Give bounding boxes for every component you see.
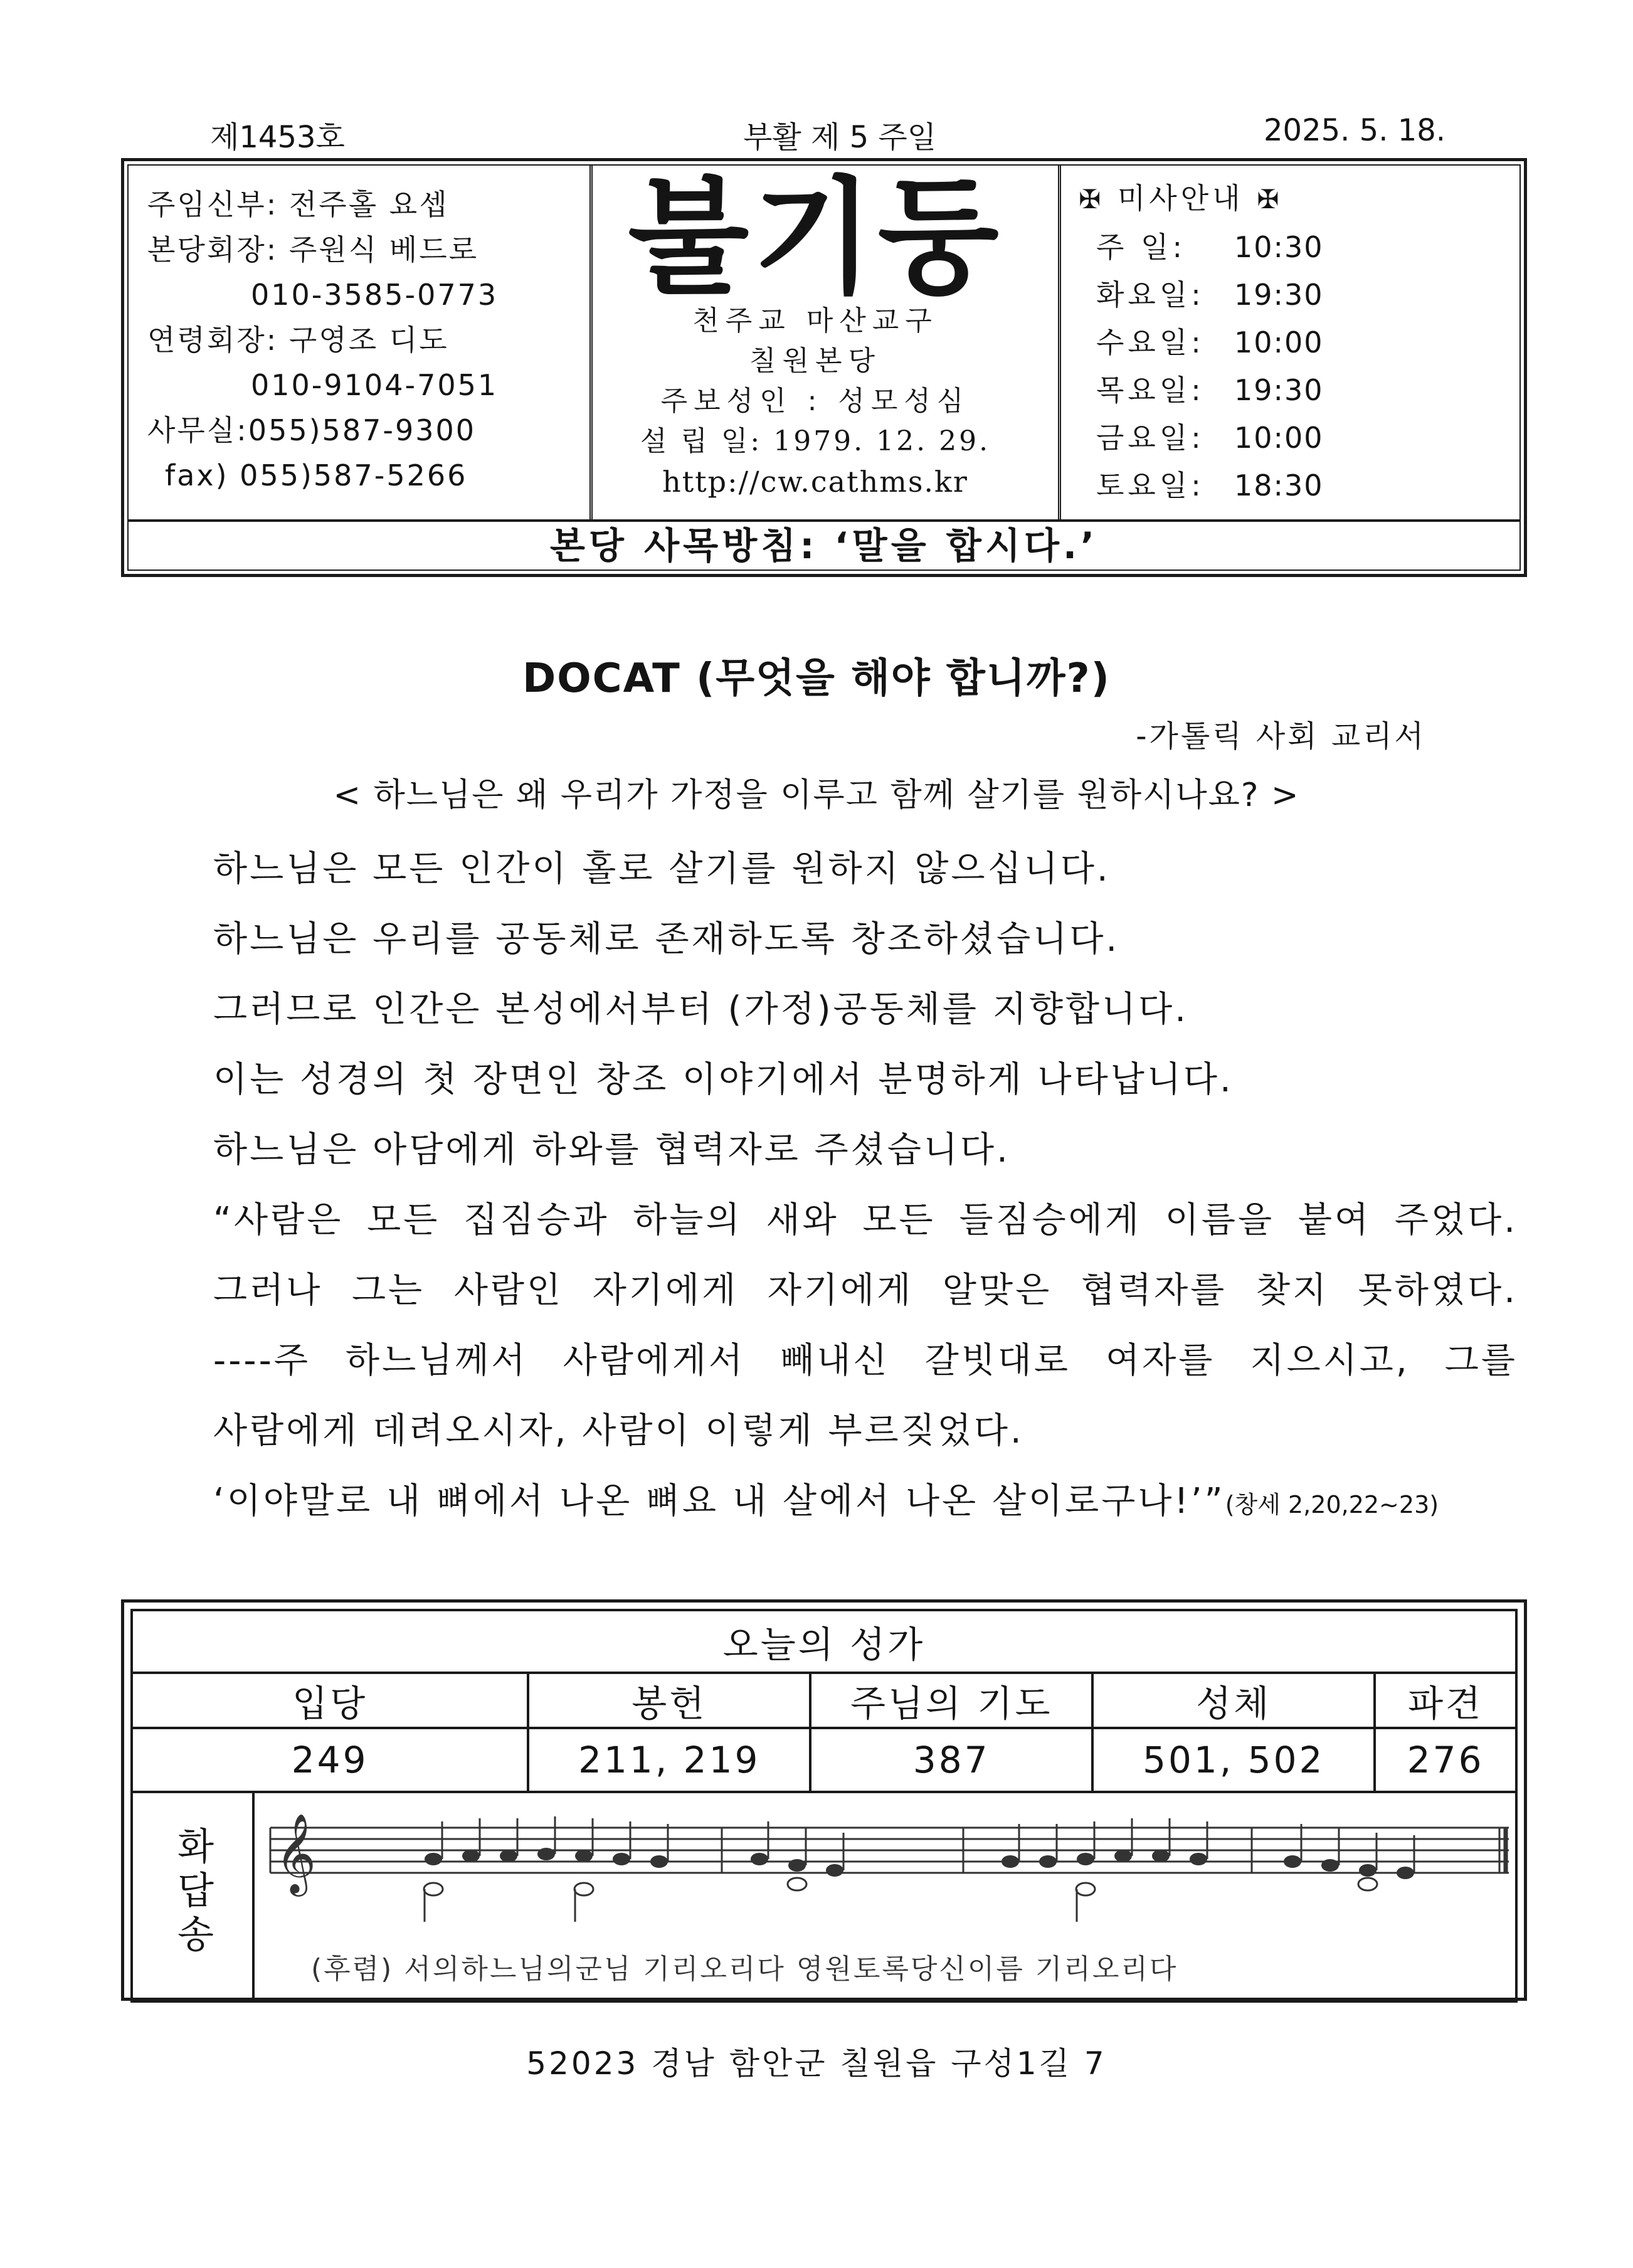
hymn-number: 249: [132, 1728, 528, 1792]
body-line: 사람에게 데려오시자, 사람이 이렇게 부르짖었다.: [213, 1411, 1024, 1451]
body-line: 그러므로 인간은 본성에서부터 (가정)공동체를 지향합니다.: [213, 989, 1189, 1030]
scripture-citation: (창세 2,20,22~23): [1225, 1491, 1439, 1518]
fax-number: fax) 055)587-5266: [165, 458, 468, 492]
pastoral-motto: 본당 사목방침: ‘말을 합시다.’: [549, 524, 1099, 567]
article-title: DOCAT (무엇을 해야 합니까?): [522, 655, 1111, 702]
hymn-number: 501, 502: [1092, 1728, 1375, 1792]
established-date: 설 립 일: 1979. 12. 29.: [640, 425, 991, 457]
diocese: 천주교 마산교구: [692, 305, 938, 337]
pastor: 주임신부: 전주홀 요셉: [147, 188, 449, 221]
hymn-number: 387: [810, 1728, 1092, 1792]
mass-row: 금요일: 10:00: [1096, 421, 1324, 455]
hymn-header: 입당: [132, 1673, 528, 1728]
article-source: -가톨릭 사회 교리서: [1136, 719, 1426, 754]
hymn-number: 276: [1375, 1728, 1516, 1792]
hymn-table-caption: 오늘의 성가: [132, 1610, 1516, 1673]
cross-icon: ✠: [1079, 184, 1105, 215]
mass-row: 목요일: 19:30: [1096, 373, 1324, 407]
parish-contacts: [147, 182, 498, 498]
body-line: 그러나 그는 사람인 자기에게 자기에게 알맞은 협력자를 찾지 못하였다.: [213, 1270, 1518, 1311]
body-line: 이는 성경의 첫 장면인 창조 이야기에서 분명하게 나타납니다.: [213, 1059, 1234, 1100]
mass-row: 주 일: 10:30: [1096, 230, 1324, 264]
hymn-header: 파견: [1375, 1673, 1516, 1728]
divider: [589, 166, 593, 521]
body-line: “사람은 모든 집짐승과 하늘의 새와 모든 들짐승에게 이름을 붙여 주었다.: [213, 1200, 1518, 1241]
psalm-label-cell: [132, 1792, 253, 2001]
article-question: < 하느님은 왜 우리가 가정을 이루고 함께 살기를 원하시나요? >: [333, 776, 1300, 814]
parish-address: 52023 경남 함안군 칠원읍 구성1길 7: [526, 2045, 1107, 2082]
body-line: ----주 하느님께서 사람에게서 빼내신 갈빗대로 여자를 지으시고, 그를: [213, 1340, 1518, 1381]
psalm-label: 화답송: [171, 1826, 214, 1958]
hymn-header: 주님의 기도: [810, 1673, 1092, 1728]
president-phone: 010-3585-0773: [251, 278, 499, 312]
body-line-last: ‘이야말로 내 뼈에서 나온 뼈요 내 살에서 나온 살이로구나!’”(창세 2,20,22~23): [213, 1481, 1439, 1522]
body-line: 하느님은 모든 인간이 홀로 살기를 원하지 않으십니다.: [213, 849, 1111, 889]
body-line: 하느님은 아담에게 하와를 협력자로 주셨습니다.: [213, 1130, 1010, 1170]
hymn-header: 성체: [1092, 1673, 1375, 1728]
article-body: [213, 834, 1518, 1540]
website-link[interactable]: http://cw.cathms.kr: [662, 465, 968, 499]
hymn-table-frame: [121, 1599, 1527, 2001]
psalm-lyrics: (후렴) 서의하느님의군님 기리오리다 영원토록당신이름 기리오리다: [311, 1953, 1178, 1985]
mass-schedule-title: ✠ 미사안내 ✠: [1079, 181, 1283, 215]
parish-president: 본당회장: 주원식 베드로: [147, 233, 479, 267]
mass-row: 화요일: 19:30: [1096, 278, 1324, 312]
hymn-table: [130, 1609, 1518, 2003]
parish-info: [596, 301, 1035, 502]
elder-chair-phone: 010-9104-7051: [251, 368, 499, 402]
hymn-header: 봉헌: [528, 1673, 810, 1728]
liturgical-week: 부활 제 5 주일: [743, 120, 937, 155]
issue-date: 2025. 5. 18.: [1264, 113, 1446, 148]
mass-row: 토요일: 18:30: [1096, 469, 1324, 502]
cross-icon: ✠: [1257, 184, 1283, 215]
body-line: 하느님은 우리를 공동체로 존재하도록 창조하셨습니다.: [213, 919, 1120, 960]
parish-name: 칠원본당: [749, 345, 881, 377]
psalm-staff-cell: [253, 1792, 1516, 2001]
bulletin-title: 불기둥: [628, 165, 1003, 311]
elder-chair: 연령회장: 구영조 디도: [147, 323, 449, 357]
divider: [1058, 166, 1061, 521]
svg-text:𝄞: 𝄞: [275, 1813, 319, 1893]
mass-row: 수요일: 10:00: [1096, 326, 1324, 359]
patron-saint: 주보성인 : 성모성심: [660, 385, 970, 417]
issue-number: 제1453호: [210, 120, 345, 155]
mass-schedule: [1079, 174, 1324, 509]
hymn-number: 211, 219: [528, 1728, 810, 1792]
office-phone: 사무실:055)587-9300: [147, 413, 477, 447]
